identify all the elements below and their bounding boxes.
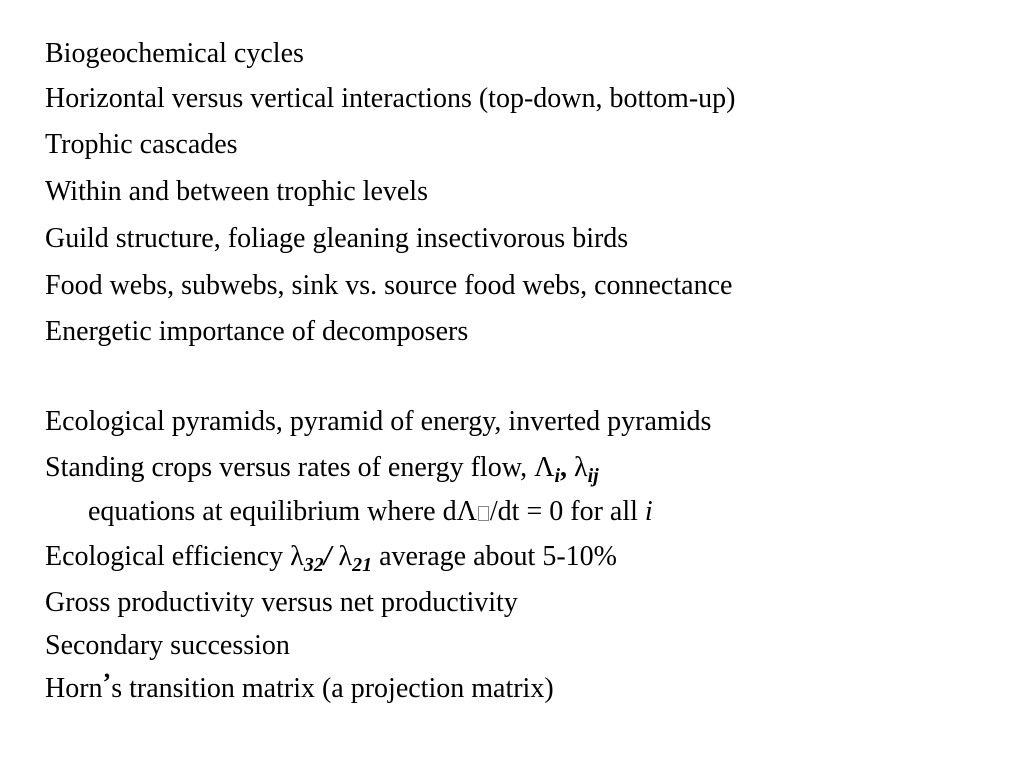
subscript-i: i bbox=[554, 465, 560, 487]
line-gross-productivity: Gross productivity versus net productivity bbox=[45, 587, 518, 618]
subscript-21: 21 bbox=[352, 554, 373, 576]
line-food-webs: Food webs, subwebs, sink vs. source food webs, connectance bbox=[45, 270, 733, 301]
lambda-symbol-21: λ bbox=[338, 541, 353, 572]
comma-separator: , bbox=[560, 452, 567, 483]
horn-text-b: s transition matrix (a projection matrix) bbox=[111, 673, 554, 704]
line-trophic-levels: Within and between trophic levels bbox=[45, 176, 428, 207]
standing-crops-text: Standing crops versus rates of energy flow, bbox=[45, 452, 535, 483]
line-horn-transition-matrix bbox=[45, 668, 554, 704]
apostrophe-mark: ’ bbox=[102, 668, 112, 697]
missing-glyph-box bbox=[478, 506, 489, 521]
line-decomposers: Energetic importance of decomposers bbox=[45, 316, 469, 347]
efficiency-text-b: average about 5-10% bbox=[372, 541, 617, 572]
line-guild-structure: Guild structure, foliage gleaning insectivorous birds bbox=[45, 223, 629, 254]
equilibrium-text-b: /dt = 0 for all bbox=[489, 496, 645, 527]
lambda-symbol-32: λ bbox=[290, 541, 304, 572]
line-secondary-succession: Secondary succession bbox=[45, 630, 290, 661]
lambda-lower-symbol: λ bbox=[574, 452, 588, 483]
line-ecological-efficiency bbox=[45, 541, 617, 576]
line-horizontal-vertical-interactions: Horizontal versus vertical interactions (top-down, bottom-up) bbox=[45, 83, 736, 114]
line-biogeochemical-cycles: Biogeochemical cycles bbox=[45, 38, 304, 69]
line-equilibrium-equations bbox=[88, 498, 653, 526]
division-slash: / bbox=[323, 541, 332, 572]
efficiency-text-a: Ecological efficiency bbox=[45, 541, 291, 572]
line-ecological-pyramids: Ecological pyramids, pyramid of energy, inverted pyramids bbox=[45, 406, 712, 437]
line-trophic-cascades: Trophic cascades bbox=[45, 129, 238, 160]
subscript-32: 32 bbox=[303, 554, 324, 576]
lambda-upper-symbol: Λ bbox=[534, 452, 555, 483]
variable-i: i bbox=[644, 496, 653, 527]
horn-text-a: Horn bbox=[45, 673, 103, 704]
lambda-upper-symbol: Λ bbox=[456, 496, 477, 527]
subscript-ij: ij bbox=[587, 465, 599, 487]
line-standing-crops bbox=[45, 452, 599, 487]
equilibrium-text-a: equations at equilibrium where d bbox=[88, 496, 457, 527]
